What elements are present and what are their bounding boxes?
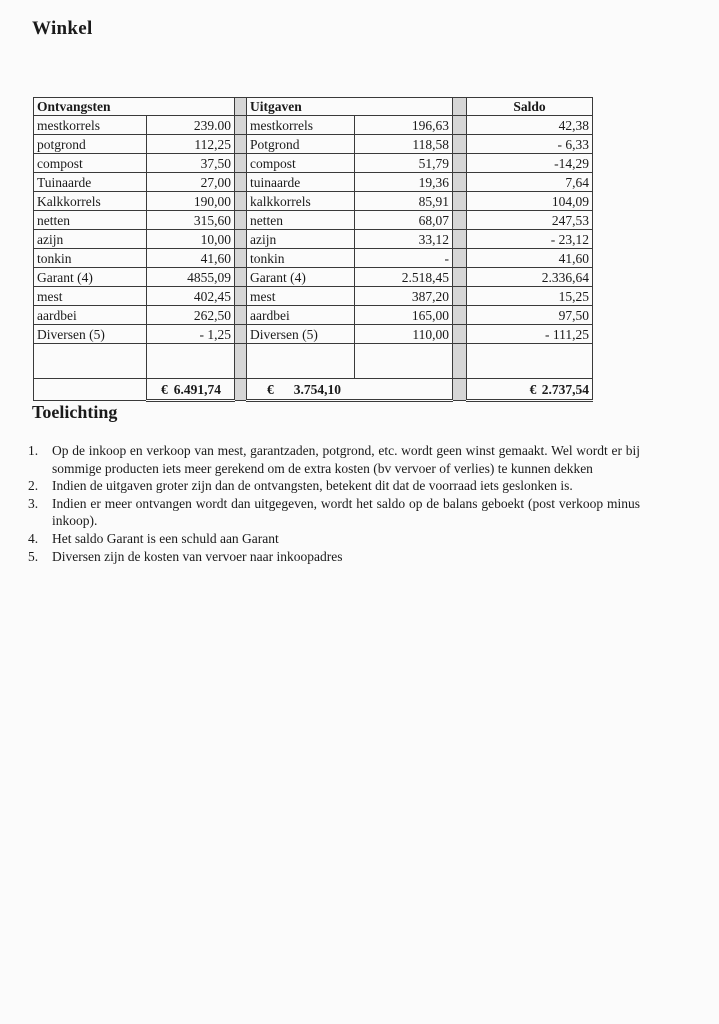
total-receipts-value: 6.491,74 bbox=[173, 381, 221, 397]
column-separator bbox=[235, 230, 247, 249]
balance-amount: - 6,33 bbox=[467, 135, 593, 154]
balance-amount: -14,29 bbox=[467, 154, 593, 173]
receipt-item: mestkorrels bbox=[34, 116, 147, 135]
column-separator bbox=[235, 249, 247, 268]
expense-item: aardbei bbox=[247, 306, 355, 325]
currency-symbol: € bbox=[267, 381, 274, 397]
column-separator bbox=[453, 173, 467, 192]
receipt-item: azijn bbox=[34, 230, 147, 249]
table-row bbox=[34, 135, 593, 154]
receipt-item: Kalkkorrels bbox=[34, 192, 147, 211]
column-separator bbox=[453, 211, 467, 230]
expense-amount: 110,00 bbox=[355, 325, 453, 344]
totals-row bbox=[34, 379, 593, 401]
receipt-item: Tuinaarde bbox=[34, 173, 147, 192]
column-separator bbox=[453, 230, 467, 249]
expense-amount: 85,91 bbox=[355, 192, 453, 211]
column-separator bbox=[453, 98, 467, 116]
receipt-amount: 402,45 bbox=[147, 287, 235, 306]
column-separator bbox=[453, 287, 467, 306]
ledger-body bbox=[34, 116, 593, 401]
receipt-amount: 4855,09 bbox=[147, 268, 235, 287]
table-header-row bbox=[34, 98, 593, 116]
note-text: Indien er meer ontvangen wordt dan uitgegeven, wordt het saldo op de balans geboekt (post verkoop minus inkoop). bbox=[52, 495, 640, 529]
expense-item: Garant (4) bbox=[247, 268, 355, 287]
table-row bbox=[34, 325, 593, 344]
column-separator bbox=[453, 306, 467, 325]
total-balance-value: 2.737,54 bbox=[541, 381, 590, 397]
receipt-item: netten bbox=[34, 211, 147, 230]
table-row bbox=[34, 173, 593, 192]
header-receipts: Ontvangsten bbox=[34, 98, 235, 116]
expense-item: Potgrond bbox=[247, 135, 355, 154]
totals-label-cell bbox=[34, 379, 147, 401]
expense-amount: 387,20 bbox=[355, 287, 453, 306]
column-separator bbox=[453, 249, 467, 268]
receipt-amount: 315,60 bbox=[147, 211, 235, 230]
balance-amount: 2.336,64 bbox=[467, 268, 593, 287]
receipt-item: compost bbox=[34, 154, 147, 173]
balance-amount: 104,09 bbox=[467, 192, 593, 211]
note-item bbox=[28, 495, 640, 530]
expense-item: compost bbox=[247, 154, 355, 173]
balance-amount: 247,53 bbox=[467, 211, 593, 230]
receipt-item: mest bbox=[34, 287, 147, 306]
expense-amount: 2.518,45 bbox=[355, 268, 453, 287]
expense-item: netten bbox=[247, 211, 355, 230]
balance-amount: - 23,12 bbox=[467, 230, 593, 249]
total-expenses bbox=[247, 379, 453, 401]
receipt-item: aardbei bbox=[34, 306, 147, 325]
receipt-amount: 41,60 bbox=[147, 249, 235, 268]
column-separator bbox=[453, 116, 467, 135]
column-separator bbox=[453, 325, 467, 344]
expense-item: Diversen (5) bbox=[247, 325, 355, 344]
ledger-table bbox=[33, 97, 593, 402]
note-number: 4. bbox=[28, 530, 39, 546]
column-separator bbox=[235, 325, 247, 344]
column-separator bbox=[235, 116, 247, 135]
note-number: 2. bbox=[28, 478, 39, 494]
note-text: Op de inkoop en verkoop van mest, garantzaden, potgrond, etc. wordt geen winst gemaakt. Wel wordt er bij sommige producten iets meer gerekend om de extra kosten (bv vervoer of verlies) te kunnen dekken bbox=[52, 443, 640, 476]
column-separator bbox=[235, 98, 247, 116]
expense-amount: 196,63 bbox=[355, 116, 453, 135]
expense-amount: 165,00 bbox=[355, 306, 453, 325]
table-row bbox=[34, 192, 593, 211]
table-row bbox=[34, 306, 593, 325]
note-text: Het saldo Garant is een schuld aan Garant bbox=[52, 530, 279, 546]
balance-amount: 42,38 bbox=[467, 116, 593, 135]
table-row bbox=[34, 230, 593, 249]
column-separator bbox=[235, 135, 247, 154]
note-text: Diversen zijn de kosten van vervoer naar inkoopadres bbox=[52, 548, 343, 564]
receipt-item: Diversen (5) bbox=[34, 325, 147, 344]
expense-item: tuinaarde bbox=[247, 173, 355, 192]
note-number: 1. bbox=[28, 443, 39, 458]
expense-amount: 51,79 bbox=[355, 154, 453, 173]
receipt-amount: 190,00 bbox=[147, 192, 235, 211]
notes-title: Toelichting bbox=[32, 402, 118, 422]
currency-symbol: € bbox=[161, 381, 168, 397]
currency-symbol: € bbox=[529, 381, 537, 397]
receipt-amount: 37,50 bbox=[147, 154, 235, 173]
table-row bbox=[34, 268, 593, 287]
page-title: Winkel bbox=[32, 18, 93, 39]
receipt-item: Garant (4) bbox=[34, 268, 147, 287]
column-separator bbox=[235, 379, 247, 401]
expense-item: azijn bbox=[247, 230, 355, 249]
column-separator bbox=[235, 154, 247, 173]
column-separator bbox=[235, 287, 247, 306]
receipt-amount: 262,50 bbox=[147, 306, 235, 325]
note-item bbox=[28, 548, 640, 566]
column-separator bbox=[235, 192, 247, 211]
note-number: 3. bbox=[28, 495, 39, 511]
table-row bbox=[34, 154, 593, 173]
note-item bbox=[28, 442, 640, 477]
receipt-amount: - 1,25 bbox=[147, 325, 235, 344]
expense-item: mest bbox=[247, 287, 355, 306]
notes-list bbox=[28, 442, 640, 565]
receipt-amount: 10,00 bbox=[147, 230, 235, 249]
expense-amount: - bbox=[355, 249, 453, 268]
note-item bbox=[28, 477, 640, 495]
balance-amount: - 111,25 bbox=[467, 325, 593, 344]
balance-amount: 7,64 bbox=[467, 173, 593, 192]
blank-row bbox=[34, 344, 593, 379]
header-balance: Saldo bbox=[467, 98, 593, 116]
expense-amount: 19,36 bbox=[355, 173, 453, 192]
column-separator bbox=[453, 268, 467, 287]
receipt-item: potgrond bbox=[34, 135, 147, 154]
note-text: Indien de uitgaven groter zijn dan de ontvangsten, betekent dit dat de voorraad iets geslonken is. bbox=[52, 478, 573, 494]
expense-item: tonkin bbox=[247, 249, 355, 268]
expense-amount: 118,58 bbox=[355, 135, 453, 154]
table-row bbox=[34, 249, 593, 268]
column-separator bbox=[235, 268, 247, 287]
column-separator bbox=[235, 211, 247, 230]
expense-item: mestkorrels bbox=[247, 116, 355, 135]
column-separator bbox=[235, 173, 247, 192]
total-receipts bbox=[147, 379, 235, 401]
expense-amount: 33,12 bbox=[355, 230, 453, 249]
column-separator bbox=[453, 154, 467, 173]
total-expenses-value: 3.754,10 bbox=[293, 381, 342, 397]
receipt-item: tonkin bbox=[34, 249, 147, 268]
expense-item: kalkkorrels bbox=[247, 192, 355, 211]
expense-amount: 68,07 bbox=[355, 211, 453, 230]
balance-amount: 15,25 bbox=[467, 287, 593, 306]
balance-amount: 97,50 bbox=[467, 306, 593, 325]
note-item bbox=[28, 530, 640, 548]
note-number: 5. bbox=[28, 548, 39, 564]
column-separator bbox=[453, 379, 467, 401]
receipt-amount: 27,00 bbox=[147, 173, 235, 192]
table-row bbox=[34, 116, 593, 135]
column-separator bbox=[453, 135, 467, 154]
receipt-amount: 239.00 bbox=[147, 116, 235, 135]
column-separator bbox=[453, 192, 467, 211]
header-expenses: Uitgaven bbox=[247, 98, 453, 116]
receipt-amount: 112,25 bbox=[147, 135, 235, 154]
balance-amount: 41,60 bbox=[467, 249, 593, 268]
table-row bbox=[34, 287, 593, 306]
table-row bbox=[34, 211, 593, 230]
total-balance bbox=[467, 379, 593, 401]
column-separator bbox=[235, 306, 247, 325]
